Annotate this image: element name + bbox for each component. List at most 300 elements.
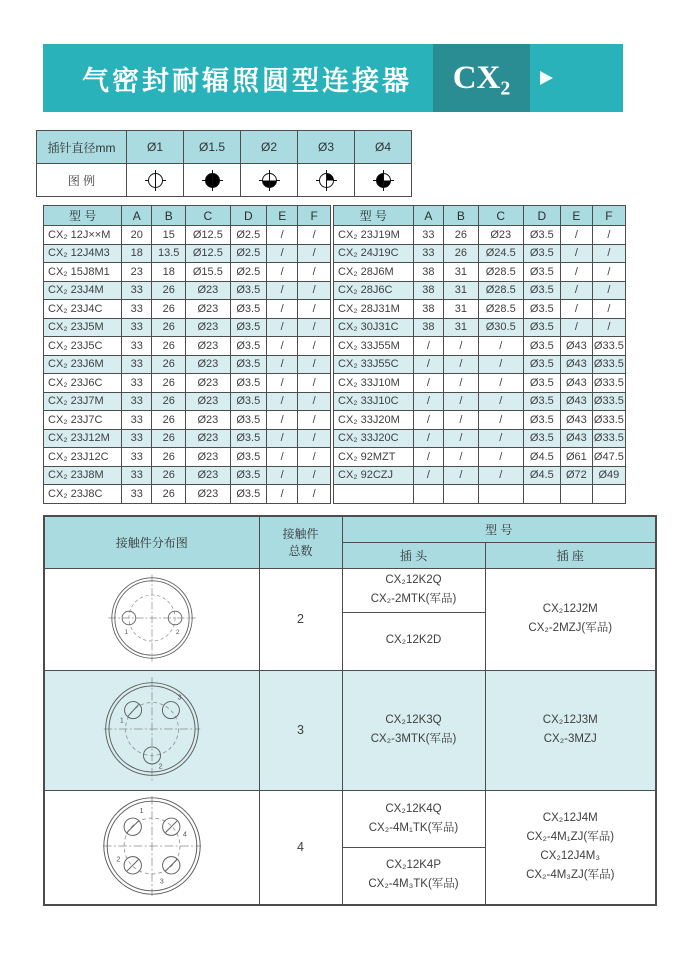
- pin-label: 2: [116, 853, 121, 863]
- value-cell: /: [413, 337, 444, 356]
- value-cell: 33: [122, 318, 152, 337]
- value-cell: Ø33.5: [592, 355, 625, 374]
- value-cell: Ø28.5: [478, 263, 523, 282]
- spec-row: [44, 392, 331, 411]
- column-header: C: [186, 206, 230, 226]
- legend-label: 图 例: [37, 164, 127, 197]
- value-cell: 33: [413, 244, 444, 263]
- value-cell: 13.5: [152, 244, 186, 263]
- open-crosshair-circle-icon: [145, 170, 166, 191]
- column-header-socket: 插 座: [485, 542, 656, 568]
- value-cell: 26: [152, 281, 186, 300]
- value-cell: /: [444, 411, 479, 430]
- value-cell: 33: [122, 374, 152, 393]
- value-cell: Ø23: [186, 429, 230, 448]
- spec-row: [334, 244, 626, 263]
- model-cell: [334, 485, 414, 504]
- value-cell: Ø2.5: [230, 226, 267, 245]
- value-cell: /: [298, 374, 331, 393]
- value-cell: /: [444, 374, 479, 393]
- value-cell: /: [298, 466, 331, 485]
- value-cell: /: [413, 355, 444, 374]
- model-cell: CX₂ 12J4M3: [44, 244, 122, 263]
- value-cell: Ø33.5: [592, 374, 625, 393]
- value-cell: Ø3.5: [230, 485, 267, 504]
- value-cell: Ø23: [186, 337, 230, 356]
- value-cell: /: [560, 300, 592, 319]
- socket-models-cell: [485, 568, 656, 670]
- value-cell: /: [298, 448, 331, 467]
- contact-diagram-2pin: [105, 570, 199, 666]
- model-cell: CX₂ 33J55M: [334, 337, 414, 356]
- value-cell: /: [478, 429, 523, 448]
- value-cell: Ø3.5: [523, 226, 560, 245]
- selection-row-3-contacts: [44, 670, 656, 790]
- value-cell: 26: [152, 485, 186, 504]
- value-cell: /: [444, 466, 479, 485]
- model-number: CX₂12J2M: [542, 603, 598, 615]
- value-cell: Ø28.5: [478, 300, 523, 319]
- value-cell: 33: [122, 411, 152, 430]
- model-number: CX₂12K3Q: [385, 714, 442, 726]
- bottom-half-filled-circle-icon: [259, 170, 280, 191]
- value-cell: Ø43: [560, 411, 592, 430]
- value-cell: /: [560, 281, 592, 300]
- model-cell: CX₂ 33J55C: [334, 355, 414, 374]
- column-header: 型 号: [334, 206, 414, 226]
- value-cell: /: [592, 226, 625, 245]
- value-cell: 26: [152, 300, 186, 319]
- value-cell: Ø23: [186, 392, 230, 411]
- model-number: CX₂12K2D: [385, 634, 442, 646]
- value-cell: /: [267, 392, 298, 411]
- value-cell: 26: [152, 429, 186, 448]
- model-cell: CX₂ 33J20C: [334, 429, 414, 448]
- column-header-model: 型 号: [342, 516, 656, 542]
- value-cell: 15: [152, 226, 186, 245]
- value-cell: 26: [152, 318, 186, 337]
- spec-row: [44, 318, 331, 337]
- value-cell: 38: [413, 318, 444, 337]
- spec-row: [44, 485, 331, 504]
- value-cell: Ø30.5: [478, 318, 523, 337]
- value-cell: Ø3.5: [523, 244, 560, 263]
- value-cell: /: [267, 300, 298, 319]
- value-cell: 31: [444, 318, 479, 337]
- value-cell: Ø3.5: [230, 448, 267, 467]
- diameter-value: Ø1.5: [184, 131, 241, 164]
- value-cell: Ø3.5: [230, 318, 267, 337]
- value-cell: 38: [413, 281, 444, 300]
- value-cell: /: [478, 466, 523, 485]
- value-cell: Ø12.5: [186, 226, 230, 245]
- value-cell: Ø43: [560, 337, 592, 356]
- value-cell: 33: [122, 485, 152, 504]
- value-cell: /: [298, 318, 331, 337]
- value-cell: Ø23: [186, 300, 230, 319]
- spec-row: [44, 281, 331, 300]
- value-cell: Ø72: [560, 466, 592, 485]
- value-cell: /: [267, 411, 298, 430]
- model-cell: CX₂ 28J6C: [334, 281, 414, 300]
- column-header: B: [152, 206, 186, 226]
- model-cell: CX₂ 23J19M: [334, 226, 414, 245]
- value-cell: /: [298, 337, 331, 356]
- model-cell: CX₂ 23J8C: [44, 485, 122, 504]
- value-cell: /: [478, 374, 523, 393]
- value-cell: Ø23: [186, 318, 230, 337]
- column-header: C: [478, 206, 523, 226]
- selection-row-4-contacts: [44, 790, 656, 905]
- value-cell: Ø3.5: [523, 392, 560, 411]
- model-number: CX₂12J4M₃: [540, 850, 601, 862]
- value-cell: [592, 485, 625, 504]
- model-cell: CX₂ 23J8M: [44, 466, 122, 485]
- value-cell: Ø33.5: [592, 411, 625, 430]
- value-cell: Ø33.5: [592, 337, 625, 356]
- value-cell: Ø15.5: [186, 263, 230, 282]
- model-badge: [433, 44, 530, 112]
- value-cell: /: [267, 226, 298, 245]
- column-header: D: [523, 206, 560, 226]
- value-cell: /: [592, 263, 625, 282]
- value-cell: 26: [152, 337, 186, 356]
- value-cell: 18: [122, 244, 152, 263]
- value-cell: 38: [413, 263, 444, 282]
- value-cell: Ø3.5: [523, 318, 560, 337]
- value-cell: /: [592, 244, 625, 263]
- model-cell: CX₂ 23J6M: [44, 355, 122, 374]
- pin-label: 1: [139, 805, 144, 815]
- model-number: CX₂12K2Q: [385, 574, 442, 586]
- value-cell: /: [592, 281, 625, 300]
- spec-row: [44, 429, 331, 448]
- value-cell: 33: [122, 355, 152, 374]
- value-cell: /: [267, 337, 298, 356]
- value-cell: Ø3.5: [523, 281, 560, 300]
- pin-label: 3: [159, 876, 164, 886]
- title-band: [43, 44, 623, 112]
- pin-label: 1: [124, 628, 128, 636]
- value-cell: /: [444, 355, 479, 374]
- value-cell: /: [413, 429, 444, 448]
- value-cell: /: [560, 263, 592, 282]
- value-cell: 33: [413, 226, 444, 245]
- value-cell: /: [298, 355, 331, 374]
- model-cell: CX₂ 92CZJ: [334, 466, 414, 485]
- value-cell: Ø2.5: [230, 244, 267, 263]
- column-header: F: [298, 206, 331, 226]
- column-header-diagram: 接触件分布图: [44, 516, 259, 568]
- legend-row: [37, 164, 412, 197]
- value-cell: Ø23: [478, 226, 523, 245]
- value-cell: Ø3.5: [523, 337, 560, 356]
- value-cell: Ø23: [186, 281, 230, 300]
- value-cell: Ø61: [560, 448, 592, 467]
- value-cell: 26: [152, 355, 186, 374]
- model-cell: CX₂ 23J4M: [44, 281, 122, 300]
- value-cell: 20: [122, 226, 152, 245]
- value-cell: /: [267, 318, 298, 337]
- value-cell: Ø43: [560, 392, 592, 411]
- value-cell: /: [298, 281, 331, 300]
- value-cell: 26: [152, 374, 186, 393]
- spec-row: [44, 300, 331, 319]
- value-cell: Ø3.5: [230, 411, 267, 430]
- value-cell: Ø4.5: [523, 448, 560, 467]
- plug-models-cell: [342, 670, 485, 790]
- spec-row: [44, 244, 331, 263]
- model-cell: CX₂ 33J10C: [334, 392, 414, 411]
- value-cell: /: [413, 411, 444, 430]
- value-cell: /: [478, 411, 523, 430]
- value-cell: 26: [152, 392, 186, 411]
- value-cell: /: [478, 448, 523, 467]
- model-cell: CX₂ 23J5M: [44, 318, 122, 337]
- model-number: CX₂-4M₃ZJ(军品): [526, 869, 615, 881]
- model-number: CX₂-3MTK(军品): [370, 733, 457, 745]
- column-header: F: [592, 206, 625, 226]
- model-cell: CX₂ 12J××M: [44, 226, 122, 245]
- value-cell: 33: [122, 281, 152, 300]
- value-cell: 23: [122, 263, 152, 282]
- value-cell: 26: [152, 411, 186, 430]
- diameter-value: Ø4: [355, 131, 412, 164]
- column-header: E: [267, 206, 298, 226]
- model-cell: CX₂ 23J5C: [44, 337, 122, 356]
- value-cell: [478, 485, 523, 504]
- value-cell: Ø23: [186, 448, 230, 467]
- value-cell: 31: [444, 281, 479, 300]
- value-cell: /: [478, 355, 523, 374]
- value-cell: /: [267, 429, 298, 448]
- value-cell: /: [560, 244, 592, 263]
- value-cell: /: [478, 392, 523, 411]
- pin-label: 2: [175, 628, 180, 636]
- value-cell: /: [267, 485, 298, 504]
- column-header-contact-count: 接触件 总数: [259, 516, 342, 568]
- page-title: 气密封耐辐照圆型连接器: [82, 65, 412, 96]
- column-header: A: [122, 206, 152, 226]
- value-cell: /: [267, 448, 298, 467]
- contact-count: 2: [259, 568, 342, 670]
- selection-row-2-contacts: [44, 568, 656, 670]
- model-cell: CX₂ 15J8M1: [44, 263, 122, 282]
- pin-label: 2: [158, 762, 163, 771]
- socket-models-cell: [485, 790, 656, 905]
- model-cell: CX₂ 33J10M: [334, 374, 414, 393]
- value-cell: [444, 485, 479, 504]
- value-cell: Ø47.5: [592, 448, 625, 467]
- three-quarter-filled-circle-icon: [373, 170, 394, 191]
- pin-diameter-row: [37, 131, 412, 164]
- model-cell: CX₂ 23J7C: [44, 411, 122, 430]
- spec-row: [44, 337, 331, 356]
- value-cell: 33: [122, 429, 152, 448]
- value-cell: 26: [152, 448, 186, 467]
- value-cell: 26: [152, 466, 186, 485]
- spec-row: [44, 374, 331, 393]
- value-cell: Ø4.5: [523, 466, 560, 485]
- model-number: CX₂-2MZJ(军品): [528, 622, 613, 634]
- spec-row: [334, 485, 626, 504]
- value-cell: /: [560, 226, 592, 245]
- solid-filled-circle-icon: [202, 170, 223, 191]
- model-number: CX₂12K4P: [386, 859, 441, 871]
- value-cell: /: [267, 466, 298, 485]
- model-cell: CX₂ 28J31M: [334, 300, 414, 319]
- value-cell: /: [298, 411, 331, 430]
- contact-diagram-3pin: [100, 673, 204, 785]
- pin-diameter-table: [36, 130, 412, 197]
- value-cell: 26: [444, 226, 479, 245]
- spec-row: [334, 318, 626, 337]
- value-cell: /: [444, 392, 479, 411]
- value-cell: Ø12.5: [186, 244, 230, 263]
- value-cell: Ø23: [186, 374, 230, 393]
- value-cell: 31: [444, 263, 479, 282]
- value-cell: /: [444, 429, 479, 448]
- value-cell: Ø33.5: [592, 392, 625, 411]
- value-cell: /: [592, 318, 625, 337]
- value-cell: /: [267, 263, 298, 282]
- spec-row: [334, 392, 626, 411]
- value-cell: /: [444, 448, 479, 467]
- spec-row: [334, 226, 626, 245]
- column-header-plug: 插 头: [342, 542, 485, 568]
- model-number: CX₂12J4M: [542, 812, 598, 824]
- value-cell: /: [298, 300, 331, 319]
- value-cell: /: [267, 355, 298, 374]
- value-cell: /: [298, 244, 331, 263]
- value-cell: /: [298, 263, 331, 282]
- value-cell: /: [298, 226, 331, 245]
- model-cell: CX₂ 28J6M: [334, 263, 414, 282]
- diameter-value: Ø3: [298, 131, 355, 164]
- column-header: D: [230, 206, 267, 226]
- value-cell: 33: [122, 466, 152, 485]
- model-cell: CX₂ 23J12M: [44, 429, 122, 448]
- value-cell: 33: [122, 300, 152, 319]
- spec-row: [44, 448, 331, 467]
- value-cell: /: [560, 318, 592, 337]
- contact-diagram-4pin: [99, 792, 205, 900]
- model-cell: CX₂ 33J20M: [334, 411, 414, 430]
- column-header: 型 号: [44, 206, 122, 226]
- model-number: CX₂-3MZJ: [543, 733, 597, 745]
- value-cell: /: [298, 485, 331, 504]
- model-cell: CX₂ 23J7M: [44, 392, 122, 411]
- value-cell: Ø28.5: [478, 281, 523, 300]
- value-cell: /: [267, 281, 298, 300]
- spec-table-left: [43, 205, 331, 504]
- value-cell: 31: [444, 300, 479, 319]
- value-cell: 38: [413, 300, 444, 319]
- value-cell: Ø23: [186, 485, 230, 504]
- model-number: CX₂-4M₁TK(军品): [368, 821, 459, 834]
- pin-label: 1: [119, 715, 124, 724]
- spec-header-row: [44, 206, 331, 226]
- value-cell: 33: [122, 337, 152, 356]
- value-cell: Ø43: [560, 429, 592, 448]
- spec-row: [44, 226, 331, 245]
- diameter-value: Ø1: [127, 131, 184, 164]
- value-cell: Ø3.5: [230, 429, 267, 448]
- column-header: B: [444, 206, 479, 226]
- value-cell: /: [298, 429, 331, 448]
- value-cell: Ø3.5: [523, 300, 560, 319]
- value-cell: /: [413, 466, 444, 485]
- value-cell: Ø3.5: [523, 429, 560, 448]
- value-cell: Ø23: [186, 411, 230, 430]
- value-cell: Ø3.5: [230, 300, 267, 319]
- spec-row: [334, 466, 626, 485]
- spec-row: [334, 355, 626, 374]
- right-arrow-icon: [540, 71, 553, 85]
- model-cell: CX₂ 92MZT: [334, 448, 414, 467]
- value-cell: /: [478, 337, 523, 356]
- spec-row: [44, 411, 331, 430]
- value-cell: Ø3.5: [523, 355, 560, 374]
- value-cell: /: [592, 300, 625, 319]
- pin-label: 3: [177, 693, 182, 702]
- value-cell: Ø3.5: [230, 466, 267, 485]
- value-cell: Ø3.5: [230, 374, 267, 393]
- socket-models-cell: [485, 670, 656, 790]
- model-number: CX₂-4M₁ZJ(军品): [526, 831, 615, 843]
- value-cell: Ø3.5: [230, 392, 267, 411]
- spec-row: [44, 263, 331, 282]
- value-cell: Ø49: [592, 466, 625, 485]
- selection-table: [43, 515, 657, 906]
- model-number: CX₂12K4Q: [385, 802, 442, 815]
- spec-row: [334, 411, 626, 430]
- value-cell: Ø2.5: [230, 263, 267, 282]
- value-cell: 33: [122, 448, 152, 467]
- value-cell: [413, 485, 444, 504]
- pin-diameter-label: 插针直径mm: [37, 131, 127, 164]
- value-cell: [523, 485, 560, 504]
- value-cell: Ø23: [186, 355, 230, 374]
- value-cell: Ø3.5: [230, 337, 267, 356]
- model-cell: CX₂ 23J6C: [44, 374, 122, 393]
- value-cell: /: [298, 392, 331, 411]
- contact-count: 3: [259, 670, 342, 790]
- value-cell: /: [413, 392, 444, 411]
- spec-row: [44, 355, 331, 374]
- plug-models-cell: [342, 790, 485, 905]
- spec-row: [44, 466, 331, 485]
- spec-table-right: [333, 205, 626, 504]
- model-number: CX₂-2MTK(军品): [370, 593, 457, 605]
- model-cell: CX₂ 24J19C: [334, 244, 414, 263]
- model-cell: CX₂ 23J12C: [44, 448, 122, 467]
- value-cell: Ø3.5: [230, 355, 267, 374]
- spec-row: [334, 374, 626, 393]
- value-cell: Ø3.5: [523, 263, 560, 282]
- value-cell: Ø43: [560, 374, 592, 393]
- model-cell: CX₂ 23J4C: [44, 300, 122, 319]
- contact-count: 4: [259, 790, 342, 905]
- value-cell: 33: [122, 392, 152, 411]
- spec-row: [334, 448, 626, 467]
- spec-row: [334, 337, 626, 356]
- model-label: CX₂: [452, 59, 511, 96]
- value-cell: Ø43: [560, 355, 592, 374]
- model-cell: CX₂ 30J31C: [334, 318, 414, 337]
- column-header: E: [560, 206, 592, 226]
- value-cell: Ø23: [186, 466, 230, 485]
